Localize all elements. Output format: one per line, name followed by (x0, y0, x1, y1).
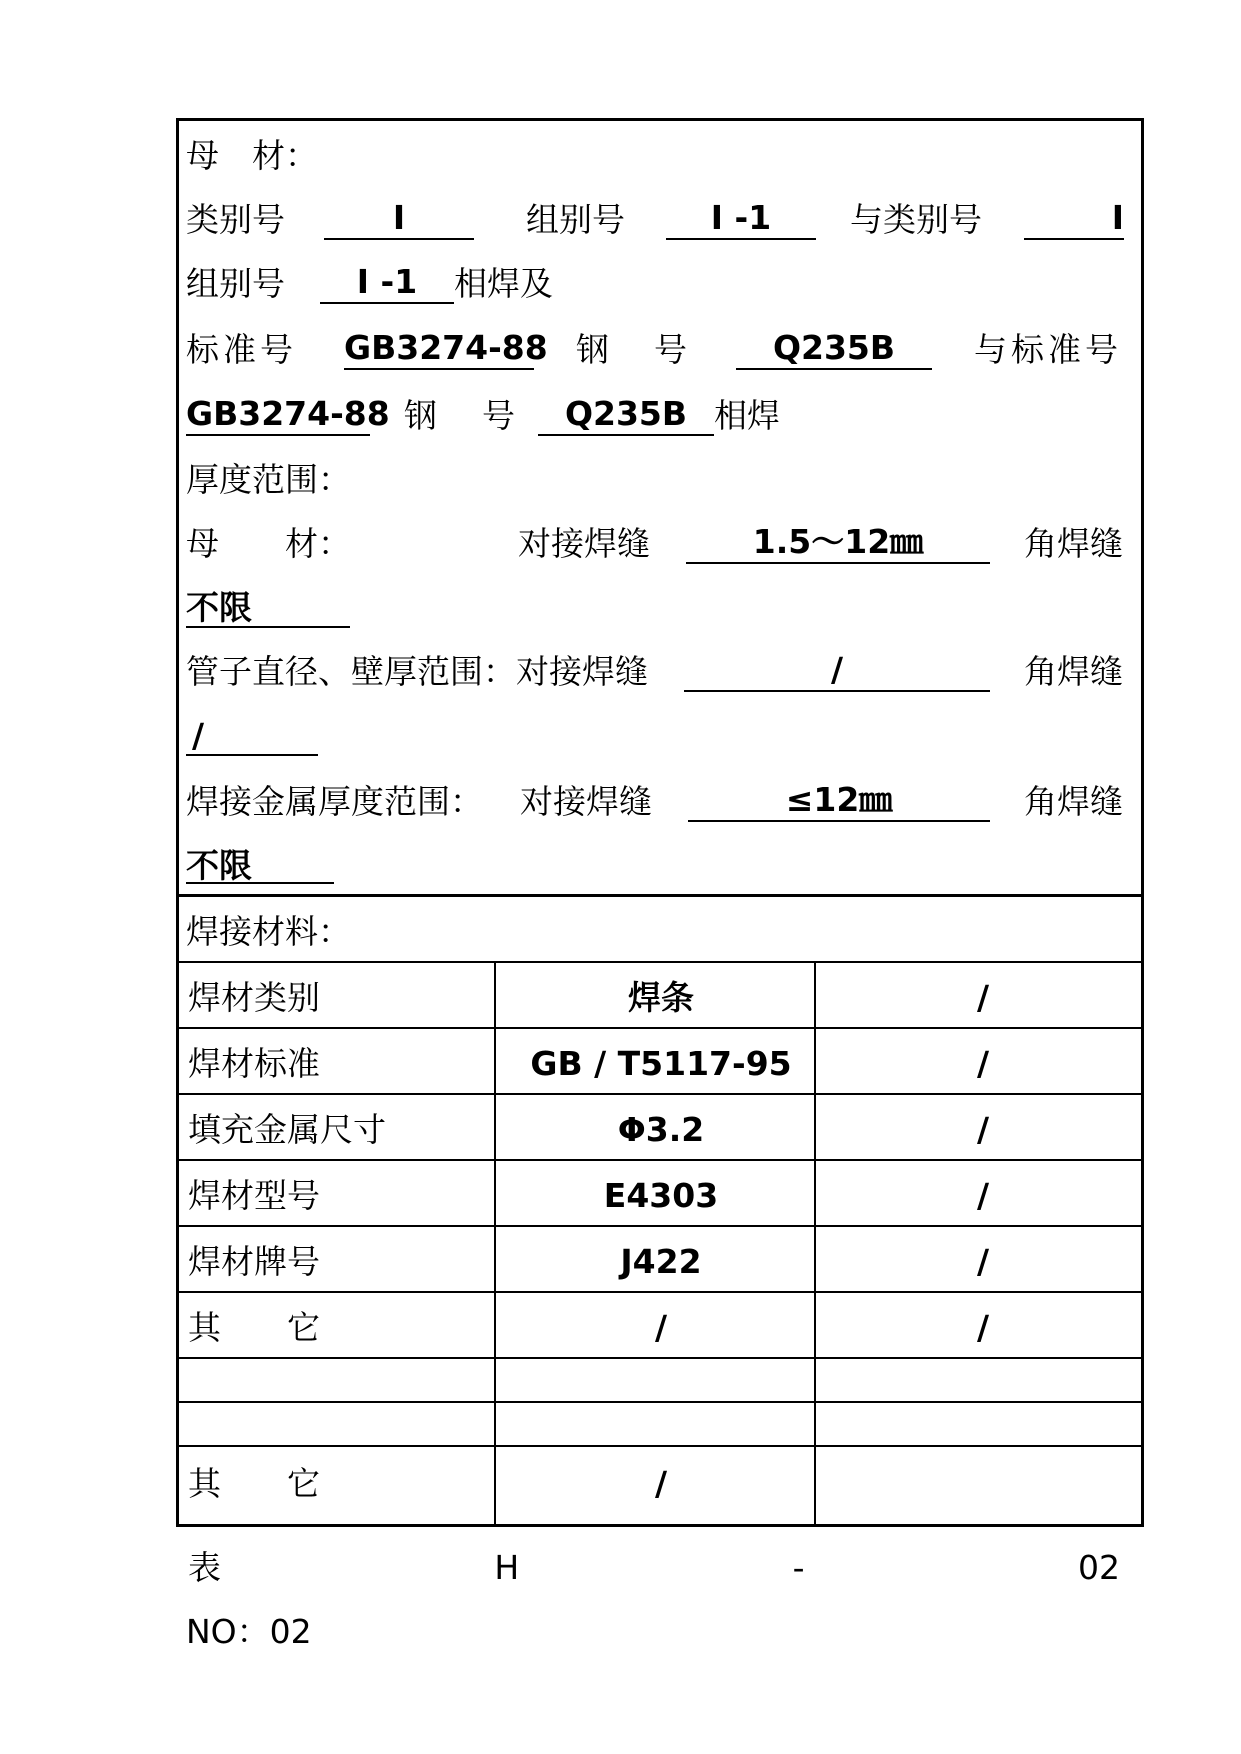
table-rule (176, 961, 1144, 963)
materials-heading: 焊接材料： (186, 912, 351, 951)
row-value-1: / (654, 1308, 668, 1347)
butt-weld-underline (686, 562, 990, 564)
group-label-2: 组别号 (186, 264, 285, 303)
column-divider (494, 962, 496, 1524)
row-value-1: 焊条 (628, 978, 694, 1017)
group-underline-2 (320, 302, 454, 304)
table-rule (176, 1401, 1144, 1403)
group-label: 组别号 (526, 200, 625, 239)
table-rule (176, 1093, 1144, 1095)
row-label: 焊材型号 (188, 1176, 320, 1215)
pipe-butt-value: / (830, 650, 844, 689)
row-value-1: J422 (620, 1242, 702, 1281)
with-category-value: I (1111, 198, 1124, 237)
row-label: 焊材类别 (188, 978, 320, 1017)
steel-value: Q235B (772, 328, 896, 367)
with-standard-label: 与标准号 (974, 330, 1122, 369)
form-number: NO：02 (186, 1612, 312, 1651)
pipe-fillet-label: 角焊缝 (1024, 652, 1123, 691)
thickness-heading: 厚度范围： (186, 460, 351, 499)
pipe-range-label: 管子直径、壁厚范围：对接焊缝 (186, 652, 648, 691)
table-rule (176, 1027, 1144, 1029)
pipe-butt-underline (684, 690, 990, 692)
table-rule (176, 1159, 1144, 1161)
weld-fillet-value: 不限 (186, 846, 252, 885)
row-value-1: E4303 (603, 1176, 719, 1215)
form-code-part: 表 (188, 1548, 221, 1587)
fillet-weld-value: 不限 (186, 588, 252, 627)
row-label: 焊材标准 (188, 1044, 320, 1083)
row-value-1: GB / T5117-95 (530, 1044, 792, 1083)
weld-fillet-underline (186, 882, 334, 884)
standard-value-2: GB3274-88 (186, 394, 390, 433)
category-value: I (392, 198, 406, 237)
form-code-part: H (494, 1548, 520, 1587)
standard-value: GB3274-88 (344, 328, 548, 367)
steel-value-2: Q235B (564, 394, 688, 433)
base-metal-heading: 母 材： (186, 136, 318, 175)
category-label: 类别号 (186, 200, 285, 239)
category-underline (324, 238, 474, 240)
row-label: 其 它 (188, 1464, 320, 1503)
fillet-weld-underline (186, 626, 350, 628)
row-value-2: / (976, 1044, 990, 1083)
standard-underline (344, 368, 534, 370)
group-value-2: I -1 (356, 262, 418, 301)
butt-weld-value: 1.5～12㎜ (752, 522, 924, 561)
pipe-fillet-value: / (192, 716, 205, 755)
form-code-part: 02 (1077, 1548, 1120, 1587)
weld-fillet-label: 角焊缝 (1024, 782, 1123, 821)
weld-butt-label: 对接焊缝 (520, 782, 652, 821)
steel-underline-2 (538, 434, 714, 436)
table-rule (176, 1291, 1144, 1293)
row-label: 填充金属尺寸 (188, 1110, 386, 1149)
row-value-2: / (976, 978, 990, 1017)
row-value-1: / (654, 1464, 668, 1503)
table-rule (176, 1445, 1144, 1447)
fillet-weld-label: 角焊缝 (1024, 524, 1123, 563)
steel-underline (736, 368, 932, 370)
weld-metal-label: 焊接金属厚度范围： (186, 782, 483, 821)
row-label: 其 它 (188, 1308, 320, 1347)
row-value-1: Φ3.2 (617, 1110, 705, 1149)
steel-label-2: 钢 号 (404, 396, 521, 435)
section-divider (176, 894, 1144, 897)
form-code (188, 1548, 1120, 1588)
row-value-2: / (976, 1176, 990, 1215)
table-rule (176, 1225, 1144, 1227)
row-value-2: / (976, 1110, 990, 1149)
base-metal-thickness-label: 母 材： (186, 524, 351, 563)
butt-weld-label: 对接焊缝 (518, 524, 650, 563)
standard-label: 标准号 (186, 330, 297, 369)
row-value-2: / (976, 1242, 990, 1281)
with-category-label: 与类别号 (850, 200, 982, 239)
table-rule (176, 1357, 1144, 1359)
weld-butt-value: ≤12㎜ (785, 780, 893, 819)
welded: 相焊 (714, 396, 780, 435)
group-value: I -1 (710, 198, 772, 237)
welded-with: 相焊及 (454, 264, 553, 303)
with-category-underline (1024, 238, 1124, 240)
pipe-fillet-underline (186, 754, 318, 756)
weld-butt-underline (688, 820, 990, 822)
steel-label: 钢 号 (576, 330, 693, 369)
group-underline (666, 238, 816, 240)
row-label: 焊材牌号 (188, 1242, 320, 1281)
form-code-part: - (792, 1548, 805, 1587)
row-value-2: / (976, 1308, 990, 1347)
standard-underline-2 (186, 434, 370, 436)
